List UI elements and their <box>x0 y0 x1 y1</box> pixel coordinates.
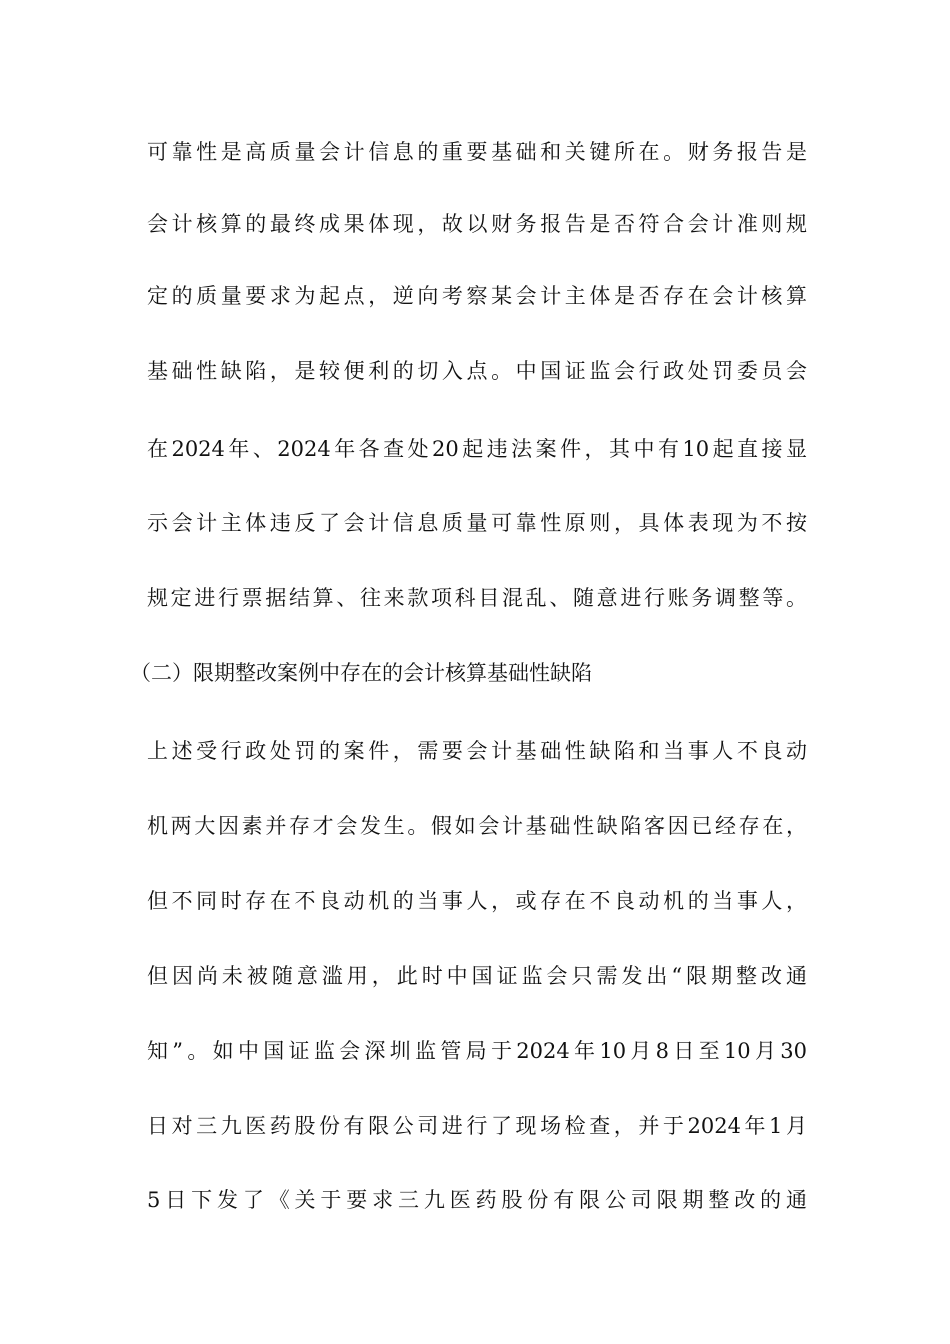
paragraph-line: 示会计主体违反了会计信息质量可靠性原则，具体表现为不按 <box>147 511 807 535</box>
paragraph-line: 但不同时存在不良动机的当事人，或存在不良动机的当事人， <box>147 889 807 913</box>
paragraph-line: 规定进行票据结算、往来款项科目混乱、随意进行账务调整等。 <box>147 586 807 610</box>
paragraph-line: 5日下发了《关于要求三九医药股份有限公司限期整改的通 <box>147 1188 807 1212</box>
section-heading: （二）限期整改案例中存在的会计核算基础性缺陷 <box>130 661 592 685</box>
paragraph-line: 机两大因素并存才会发生。假如会计基础性缺陷客因已经存在， <box>147 814 807 838</box>
paragraph-line: 上述受行政处罚的案件，需要会计基础性缺陷和当事人不良动 <box>147 739 807 763</box>
paragraph-line: 日对三九医药股份有限公司进行了现场检查，并于2024年1月 <box>147 1114 807 1138</box>
paragraph-line: 知”。如中国证监会深圳监管局于2024年10月8日至10月30 <box>147 1039 807 1063</box>
paragraph-line: 但因尚未被随意滥用，此时中国证监会只需发出“限期整改通 <box>147 964 807 988</box>
paragraph-line: 可靠性是高质量会计信息的重要基础和关键所在。财务报告是 <box>147 140 807 164</box>
paragraph-line: 定的质量要求为起点，逆向考察某会计主体是否存在会计核算 <box>147 284 807 308</box>
paragraph-line: 会计核算的最终成果体现，故以财务报告是否符合会计准则规 <box>147 212 807 236</box>
paragraph-line: 在2024年、2024年各查处20起违法案件，其中有10起直接显 <box>147 437 807 461</box>
paragraph-line: 基础性缺陷，是较便利的切入点。中国证监会行政处罚委员会 <box>147 359 807 383</box>
